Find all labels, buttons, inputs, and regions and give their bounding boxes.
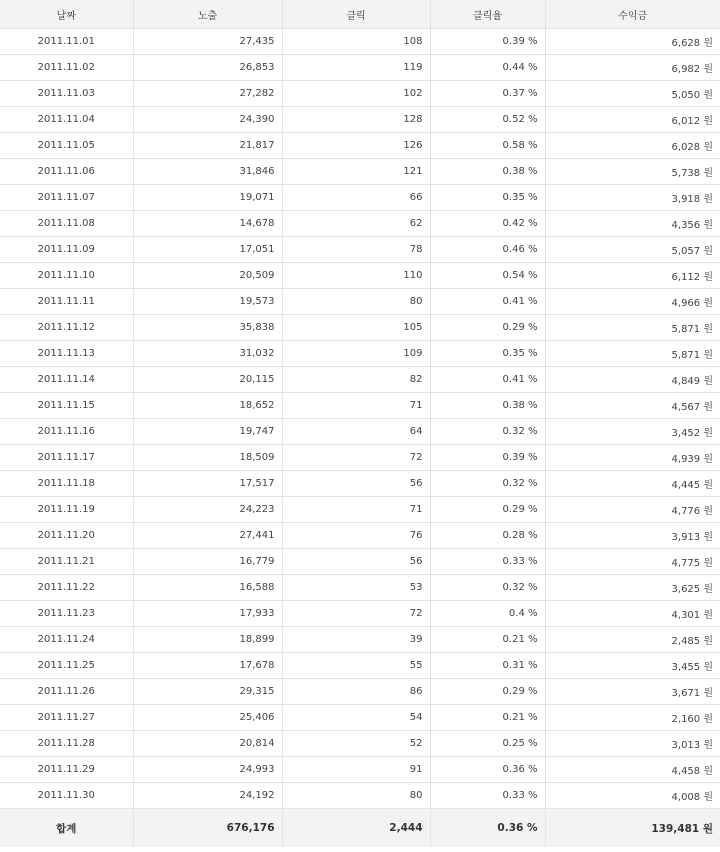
- cell-impressions: 21,817: [133, 133, 282, 159]
- table-row: [0, 159, 720, 185]
- cell-clicks: 128: [282, 107, 430, 133]
- cell-click-rate: 0.46 %: [430, 237, 545, 263]
- cell-impressions: 26,853: [133, 55, 282, 81]
- table-row: [0, 601, 720, 627]
- cell-revenue: 4,567 원: [545, 393, 720, 419]
- cell-date: 2011.11.24: [0, 627, 133, 653]
- cell-clicks: 86: [282, 679, 430, 705]
- header-click-rate: 클릭율: [430, 0, 545, 29]
- cell-revenue: 3,455 원: [545, 653, 720, 679]
- cell-click-rate: 0.54 %: [430, 263, 545, 289]
- cell-revenue: 6,028 원: [545, 133, 720, 159]
- table-footer: [0, 809, 720, 848]
- cell-date: 2011.11.27: [0, 705, 133, 731]
- cell-clicks: 110: [282, 263, 430, 289]
- cell-impressions: 29,315: [133, 679, 282, 705]
- cell-revenue: 6,982 원: [545, 55, 720, 81]
- cell-revenue: 4,966 원: [545, 289, 720, 315]
- cell-click-rate: 0.52 %: [430, 107, 545, 133]
- cell-revenue: 4,775 원: [545, 549, 720, 575]
- total-label: 합계: [0, 809, 133, 848]
- table-row: [0, 497, 720, 523]
- cell-click-rate: 0.29 %: [430, 497, 545, 523]
- cell-clicks: 72: [282, 601, 430, 627]
- cell-impressions: 35,838: [133, 315, 282, 341]
- cell-revenue: 4,301 원: [545, 601, 720, 627]
- cell-date: 2011.11.12: [0, 315, 133, 341]
- cell-clicks: 62: [282, 211, 430, 237]
- table-row: [0, 81, 720, 107]
- cell-date: 2011.11.10: [0, 263, 133, 289]
- cell-date: 2011.11.28: [0, 731, 133, 757]
- cell-revenue: 5,871 원: [545, 341, 720, 367]
- cell-impressions: 18,652: [133, 393, 282, 419]
- cell-impressions: 20,814: [133, 731, 282, 757]
- cell-clicks: 66: [282, 185, 430, 211]
- cell-click-rate: 0.44 %: [430, 55, 545, 81]
- table-row: [0, 393, 720, 419]
- table-row: [0, 315, 720, 341]
- table-row: [0, 627, 720, 653]
- cell-clicks: 126: [282, 133, 430, 159]
- cell-clicks: 76: [282, 523, 430, 549]
- table-row: [0, 341, 720, 367]
- total-impressions: 676,176: [133, 809, 282, 848]
- table-row: [0, 133, 720, 159]
- cell-impressions: 25,406: [133, 705, 282, 731]
- cell-impressions: 16,588: [133, 575, 282, 601]
- cell-clicks: 54: [282, 705, 430, 731]
- table-row: [0, 55, 720, 81]
- cell-clicks: 105: [282, 315, 430, 341]
- cell-revenue: 6,012 원: [545, 107, 720, 133]
- cell-revenue: 4,458 원: [545, 757, 720, 783]
- cell-clicks: 64: [282, 419, 430, 445]
- cell-click-rate: 0.29 %: [430, 679, 545, 705]
- table-row: [0, 575, 720, 601]
- cell-clicks: 55: [282, 653, 430, 679]
- table-row: [0, 471, 720, 497]
- table-row: [0, 237, 720, 263]
- cell-date: 2011.11.15: [0, 393, 133, 419]
- cell-clicks: 56: [282, 549, 430, 575]
- cell-click-rate: 0.35 %: [430, 341, 545, 367]
- cell-revenue: 6,628 원: [545, 29, 720, 55]
- cell-click-rate: 0.41 %: [430, 289, 545, 315]
- cell-revenue: 4,849 원: [545, 367, 720, 393]
- cell-click-rate: 0.36 %: [430, 757, 545, 783]
- table-header: [0, 0, 720, 29]
- cell-date: 2011.11.02: [0, 55, 133, 81]
- header-clicks: 클릭: [282, 0, 430, 29]
- cell-revenue: 3,913 원: [545, 523, 720, 549]
- cell-date: 2011.11.03: [0, 81, 133, 107]
- cell-revenue: 4,356 원: [545, 211, 720, 237]
- cell-click-rate: 0.42 %: [430, 211, 545, 237]
- cell-click-rate: 0.21 %: [430, 627, 545, 653]
- cell-date: 2011.11.29: [0, 757, 133, 783]
- cell-clicks: 53: [282, 575, 430, 601]
- cell-date: 2011.11.16: [0, 419, 133, 445]
- cell-clicks: 56: [282, 471, 430, 497]
- cell-date: 2011.11.20: [0, 523, 133, 549]
- cell-click-rate: 0.21 %: [430, 705, 545, 731]
- cell-revenue: 5,050 원: [545, 81, 720, 107]
- cell-revenue: 4,445 원: [545, 471, 720, 497]
- cell-clicks: 91: [282, 757, 430, 783]
- header-date: 날짜: [0, 0, 133, 29]
- cell-clicks: 109: [282, 341, 430, 367]
- header-row: [0, 0, 720, 29]
- table-row: [0, 29, 720, 55]
- cell-impressions: 17,678: [133, 653, 282, 679]
- cell-click-rate: 0.25 %: [430, 731, 545, 757]
- cell-revenue: 3,918 원: [545, 185, 720, 211]
- cell-click-rate: 0.33 %: [430, 783, 545, 809]
- cell-impressions: 19,071: [133, 185, 282, 211]
- cell-impressions: 24,192: [133, 783, 282, 809]
- cell-impressions: 19,573: [133, 289, 282, 315]
- cell-click-rate: 0.38 %: [430, 393, 545, 419]
- cell-revenue: 3,013 원: [545, 731, 720, 757]
- table-row: [0, 263, 720, 289]
- cell-date: 2011.11.23: [0, 601, 133, 627]
- cell-revenue: 5,738 원: [545, 159, 720, 185]
- cell-date: 2011.11.17: [0, 445, 133, 471]
- cell-date: 2011.11.01: [0, 29, 133, 55]
- cell-clicks: 82: [282, 367, 430, 393]
- table-row: [0, 211, 720, 237]
- cell-impressions: 19,747: [133, 419, 282, 445]
- cell-date: 2011.11.13: [0, 341, 133, 367]
- cell-impressions: 24,223: [133, 497, 282, 523]
- cell-revenue: 2,485 원: [545, 627, 720, 653]
- table-row: [0, 653, 720, 679]
- cell-impressions: 31,032: [133, 341, 282, 367]
- cell-date: 2011.11.05: [0, 133, 133, 159]
- cell-click-rate: 0.35 %: [430, 185, 545, 211]
- cell-impressions: 20,115: [133, 367, 282, 393]
- table-row: [0, 445, 720, 471]
- cell-clicks: 121: [282, 159, 430, 185]
- cell-date: 2011.11.25: [0, 653, 133, 679]
- cell-click-rate: 0.29 %: [430, 315, 545, 341]
- header-impressions: 노출: [133, 0, 282, 29]
- cell-impressions: 14,678: [133, 211, 282, 237]
- cell-revenue: 5,057 원: [545, 237, 720, 263]
- cell-date: 2011.11.21: [0, 549, 133, 575]
- header-revenue: 수익금: [545, 0, 720, 29]
- cell-date: 2011.11.08: [0, 211, 133, 237]
- cell-impressions: 16,779: [133, 549, 282, 575]
- table-row: [0, 731, 720, 757]
- cell-clicks: 78: [282, 237, 430, 263]
- table-row: [0, 705, 720, 731]
- cell-date: 2011.11.30: [0, 783, 133, 809]
- cell-impressions: 27,282: [133, 81, 282, 107]
- cell-clicks: 52: [282, 731, 430, 757]
- total-revenue: 139,481 원: [545, 809, 720, 848]
- cell-impressions: 20,509: [133, 263, 282, 289]
- table-row: [0, 289, 720, 315]
- cell-impressions: 17,051: [133, 237, 282, 263]
- cell-date: 2011.11.04: [0, 107, 133, 133]
- cell-revenue: 3,452 원: [545, 419, 720, 445]
- cell-impressions: 18,899: [133, 627, 282, 653]
- table-row: [0, 523, 720, 549]
- cell-revenue: 3,625 원: [545, 575, 720, 601]
- cell-date: 2011.11.06: [0, 159, 133, 185]
- cell-impressions: 24,993: [133, 757, 282, 783]
- cell-impressions: 24,390: [133, 107, 282, 133]
- cell-date: 2011.11.18: [0, 471, 133, 497]
- table-row: [0, 367, 720, 393]
- table-row: [0, 757, 720, 783]
- cell-impressions: 31,846: [133, 159, 282, 185]
- table-row: [0, 549, 720, 575]
- cell-revenue: 6,112 원: [545, 263, 720, 289]
- cell-impressions: 18,509: [133, 445, 282, 471]
- cell-date: 2011.11.19: [0, 497, 133, 523]
- cell-clicks: 71: [282, 497, 430, 523]
- cell-click-rate: 0.58 %: [430, 133, 545, 159]
- cell-click-rate: 0.32 %: [430, 419, 545, 445]
- cell-revenue: 4,008 원: [545, 783, 720, 809]
- cell-clicks: 108: [282, 29, 430, 55]
- cell-date: 2011.11.11: [0, 289, 133, 315]
- cell-revenue: 3,671 원: [545, 679, 720, 705]
- total-click-rate: 0.36 %: [430, 809, 545, 848]
- cell-click-rate: 0.28 %: [430, 523, 545, 549]
- cell-clicks: 102: [282, 81, 430, 107]
- total-clicks: 2,444: [282, 809, 430, 848]
- cell-impressions: 27,441: [133, 523, 282, 549]
- cell-click-rate: 0.33 %: [430, 549, 545, 575]
- table-body: [0, 29, 720, 809]
- cell-revenue: 4,939 원: [545, 445, 720, 471]
- cell-click-rate: 0.32 %: [430, 471, 545, 497]
- cell-clicks: 39: [282, 627, 430, 653]
- cell-date: 2011.11.09: [0, 237, 133, 263]
- cell-clicks: 71: [282, 393, 430, 419]
- cell-clicks: 80: [282, 289, 430, 315]
- table-row: [0, 679, 720, 705]
- cell-date: 2011.11.14: [0, 367, 133, 393]
- cell-revenue: 4,776 원: [545, 497, 720, 523]
- cell-impressions: 17,933: [133, 601, 282, 627]
- cell-revenue: 2,160 원: [545, 705, 720, 731]
- cell-revenue: 5,871 원: [545, 315, 720, 341]
- cell-clicks: 80: [282, 783, 430, 809]
- cell-click-rate: 0.32 %: [430, 575, 545, 601]
- total-row: [0, 809, 720, 848]
- cell-click-rate: 0.4 %: [430, 601, 545, 627]
- table-row: [0, 107, 720, 133]
- cell-click-rate: 0.39 %: [430, 445, 545, 471]
- cell-click-rate: 0.39 %: [430, 29, 545, 55]
- cell-click-rate: 0.38 %: [430, 159, 545, 185]
- cell-click-rate: 0.31 %: [430, 653, 545, 679]
- cell-impressions: 27,435: [133, 29, 282, 55]
- cell-click-rate: 0.41 %: [430, 367, 545, 393]
- cell-click-rate: 0.37 %: [430, 81, 545, 107]
- table-row: [0, 185, 720, 211]
- cell-clicks: 119: [282, 55, 430, 81]
- cell-date: 2011.11.07: [0, 185, 133, 211]
- table-row: [0, 783, 720, 809]
- cell-date: 2011.11.26: [0, 679, 133, 705]
- cell-date: 2011.11.22: [0, 575, 133, 601]
- cell-clicks: 72: [282, 445, 430, 471]
- cell-impressions: 17,517: [133, 471, 282, 497]
- table-row: [0, 419, 720, 445]
